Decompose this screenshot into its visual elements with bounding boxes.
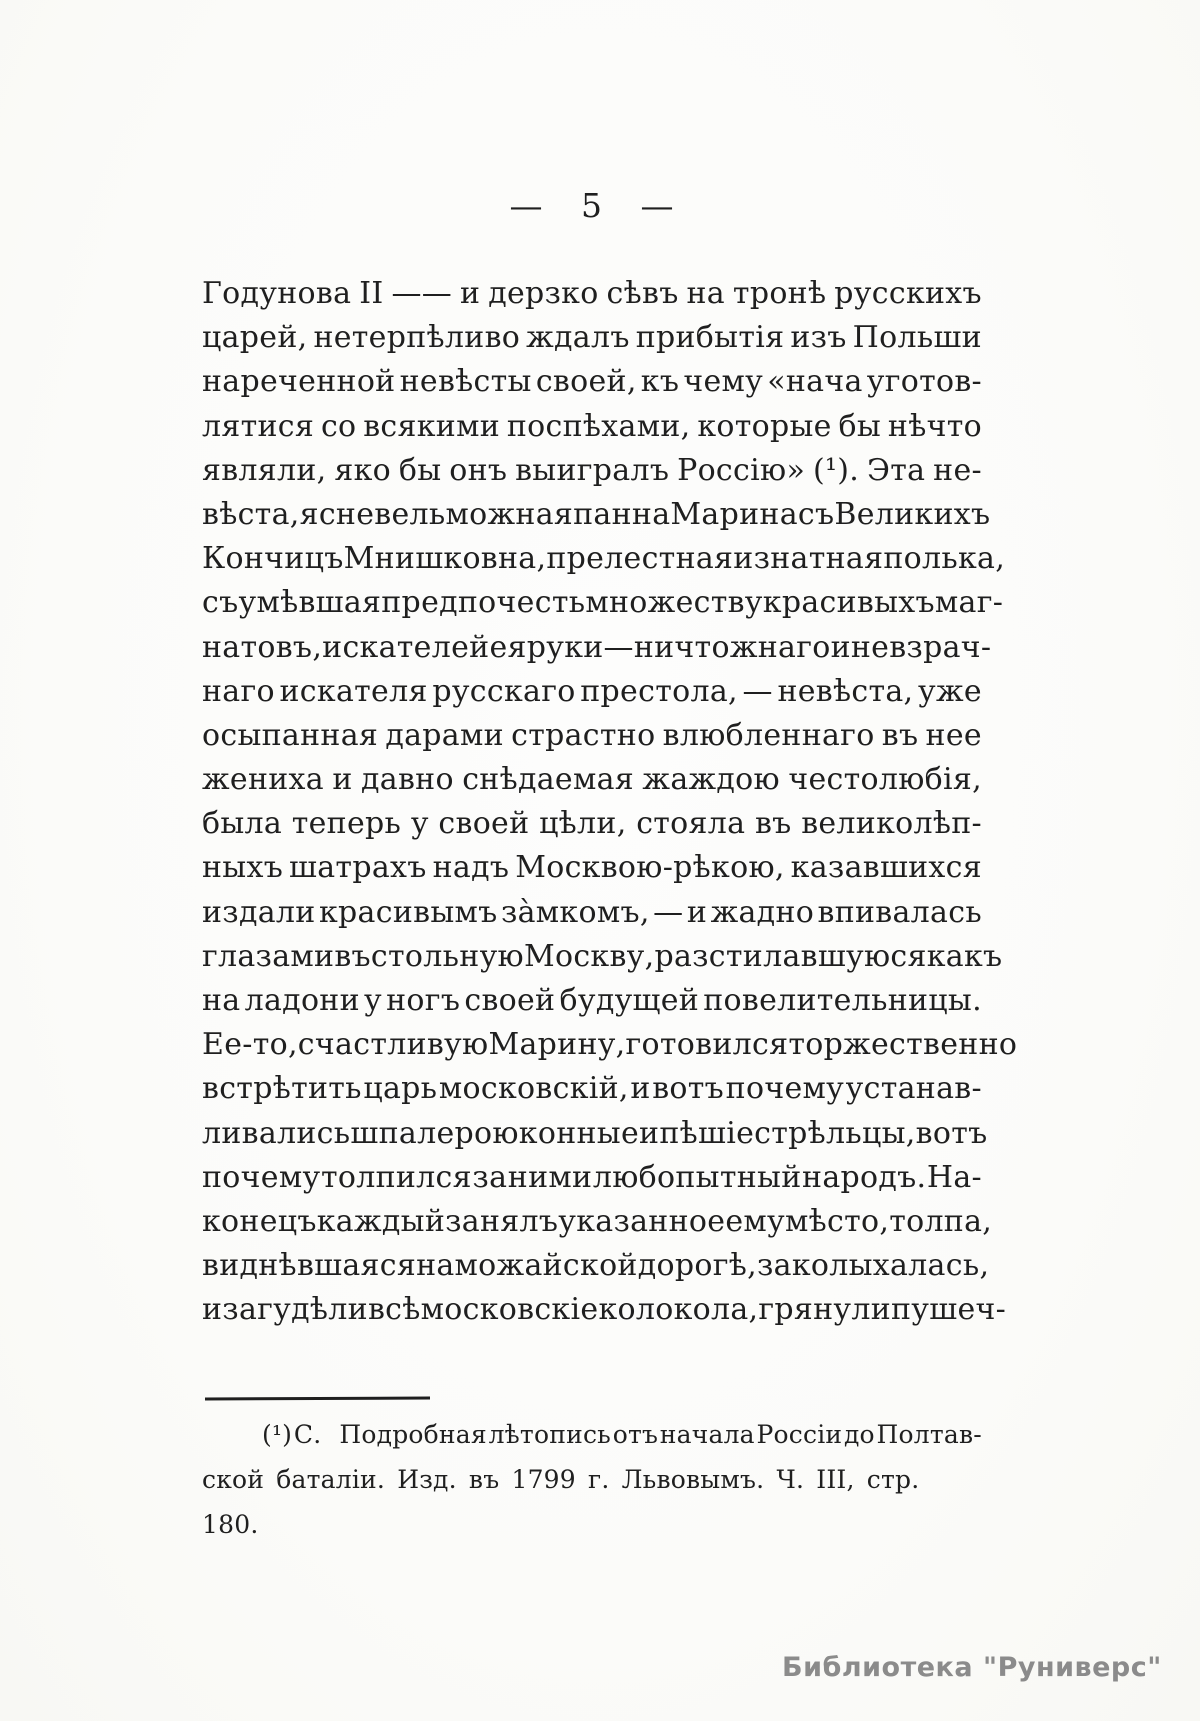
- body-paragraph: [202, 272, 1018, 1333]
- body-line: была теперь у своей цѣли, стояла въ великолѣп-: [202, 806, 982, 842]
- body-line: издали красивымъ за̀мкомъ, — и жадно впивалась: [202, 894, 982, 930]
- body-line: вѣста, ясневельможная панна Марина съ Великихъ: [202, 496, 991, 532]
- body-line: царей, нетерпѣливо ждалъ прибытія изъ Польши: [202, 320, 982, 356]
- body-line: Годунова II —— и дерзко сѣвъ на тронѣ русскихъ: [202, 276, 982, 311]
- footnote-separator-rule: [205, 1397, 430, 1401]
- body-line: глазами въ стольную Москву, разстилавшуюся какъ: [202, 938, 1003, 974]
- body-line: нареченной невѣсты своей, къ чему «нача уготов-: [202, 364, 982, 400]
- footnote: [202, 1412, 982, 1547]
- body-line: конецъ каждый занялъ указанное ему мѣсто, толпа,: [202, 1203, 993, 1239]
- body-line: жениха и давно снѣдаемая жаждою честолюбія,: [202, 762, 982, 798]
- body-line: являли, яко бы онъ выигралъ Россію» (¹). Эта не-: [202, 452, 982, 488]
- body-line: Кончицъ Мнишковна, прелестная и знатная полька,: [202, 541, 1006, 577]
- body-line: встрѣтить царь московскій, и вотъ почему устанав-: [202, 1071, 982, 1107]
- footnote-line: ской баталіи. Изд. въ 1799 г. Львовымъ. Ч. III, стр. 180.: [202, 1465, 920, 1539]
- body-line: съумѣвшая предпочесть множеству красивыхъ маг-: [202, 585, 1004, 621]
- body-line: ливались шпалерою конные и пѣшіе стрѣльцы, вотъ: [202, 1115, 988, 1151]
- body-line: осыпанная дарами страстно влюбленнаго въ нее: [202, 717, 982, 753]
- body-line: натовъ, искателей ея руки—ничтожнаго и невзрач-: [202, 629, 992, 665]
- page-number: — 5 —: [509, 186, 675, 225]
- body-line: лятися со всякими поспѣхами, которые бы нѣчто: [202, 408, 982, 444]
- library-watermark: Библиотека "Руниверс": [782, 1652, 1162, 1683]
- body-line: на ладони у ногъ своей будущей повелительницы.: [202, 983, 982, 1018]
- body-line: виднѣвшаяся на можайской дорогѣ, заколыхалась,: [202, 1248, 990, 1284]
- footnote-line: (¹) С. Подробная лѣтопись отъ начала Россіи до Полтав-: [262, 1420, 982, 1449]
- body-line: и загудѣли всѣ московскіе колокола, грянули пушеч-: [202, 1292, 1007, 1328]
- body-line: ныхъ шатрахъ надъ Москвою-рѣкою, казавшихся: [202, 850, 982, 886]
- body-line: Ее-то, счастливую Марину, готовился торжественно: [202, 1027, 1018, 1063]
- body-line: наго искателя русскаго престола, — невѣста, уже: [202, 673, 982, 709]
- body-line: почему толпился за ними любопытный народъ. На-: [202, 1159, 982, 1195]
